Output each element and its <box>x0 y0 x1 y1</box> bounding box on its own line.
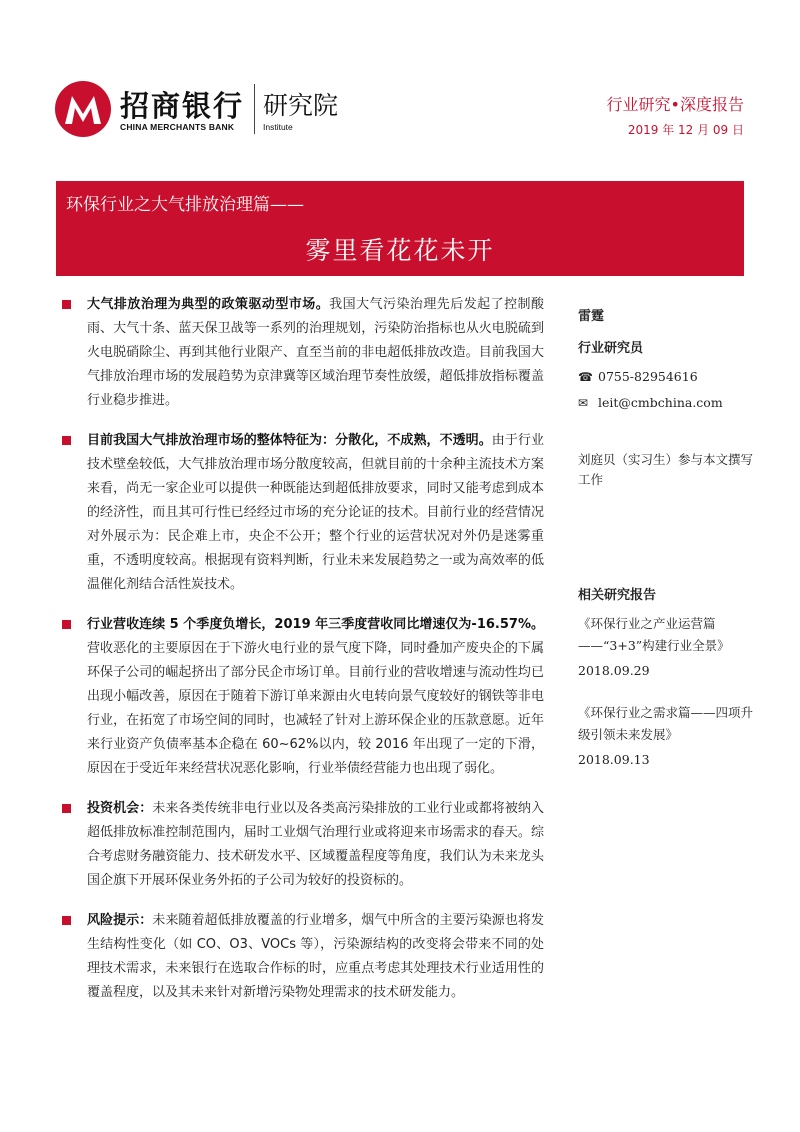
summary-paragraph <box>62 293 544 413</box>
paragraph-lead: 投资机会： <box>87 801 153 816</box>
related-reports-title: 相关研究报告 <box>578 588 657 603</box>
cmb-logo-icon <box>54 80 112 138</box>
institute-name-cn: 研究院 <box>263 91 339 120</box>
related-report-title: 《环保行业之需求篇——四项升级引领未来发展》 <box>578 705 754 742</box>
summary-paragraph <box>62 613 544 781</box>
sidebar <box>578 305 758 791</box>
logo-divider <box>254 84 255 134</box>
report-type: 行业研究•深度报告 <box>606 95 744 114</box>
page-header <box>0 0 800 170</box>
paragraph-lead: 大气排放治理为典型的政策驱动型市场。 <box>87 297 330 312</box>
paragraph-body: 营收恶化的主要原因在于下游火电行业的景气度下降，同时叠加产废央企的下属环保子公司的崛起挤出了部分民企市场订单。目前行业的营收增速与流动性均已出现小幅改善，原因在于随着下游订单来源由火电转向景气度较好的钢铁等非电行业，在拓宽了市场空间的同时，也减轻了针对上游环保企业的压款意愿。近年来行业资产负债率基本企稳在 60~62%以内，较 2016 年出现了一定的下滑，原因在于受近年来经营状况恶化影响，行业举债经营能力也出现了弱化。 <box>87 641 544 776</box>
paragraph-lead: 目前我国大气排放治理市场的整体特征为：分散化，不成熟，不透明。 <box>87 433 492 448</box>
related-report-title: 《环保行业之产业运营篇——“3+3”构建行业全景》 <box>578 616 730 653</box>
paragraph-body: 我国大气污染治理先后发起了控制酸雨、大气十条、蓝天保卫战等一系列的治理规划，污染防治指标也从火电脱硫到火电脱硝除尘、再到其他行业限产、直至当前的非电超低排放改造。目前我国大气排放治理市场的发展趋势为京津冀等区域治理节奏性放缓，超低排放指标覆盖行业稳步推进。 <box>87 297 544 408</box>
author-role: 行业研究员 <box>578 341 644 356</box>
report-title: 雾里看花花未开 <box>305 236 495 265</box>
related-report-date: 2018.09.13 <box>578 752 650 767</box>
paragraph-body: 未来随着超低排放覆盖的行业增多，烟气中所含的主要污染源也将发生结构性变化（如 CO、O3、VOCs 等），污染源结构的改变将会带来不同的处理技术需求，未来银行在选取合作标的时，应重点考虑其处理技术行业适用性的覆盖程度，以及其未来针对新增污染物处理需求的技术研发能力。 <box>87 913 544 1000</box>
summary-paragraph <box>62 797 544 893</box>
paragraph-lead: 风险提示： <box>87 913 153 928</box>
email-contact <box>578 395 758 410</box>
bullet-square-icon <box>62 436 71 445</box>
contributor-note: 刘庭贝（实习生）参与本文撰写工作 <box>578 452 754 487</box>
summary-paragraph <box>62 429 544 597</box>
paragraph-body: 由于行业技术壁垒较低，大气排放治理市场分散度较高，但就目前的十余种主流技术方案来看，尚无一家企业可以提供一种既能达到超低排放要求，同时又能考虑到成本的经济性，而且其可行性已经经过市场的充分论证的技术。目前行业的经营情况对外展示为：民企难上市，央企不公开；整个行业的运营状况对外仍是迷雾重重，不透明度较高。根据现有资料判断，行业未来发展趋势之一或为高效率的低温催化剂结合活性炭技术。 <box>87 433 544 592</box>
paragraph-body: 未来各类传统非电行业以及各类高污染排放的工业行业或都将被纳入超低排放标准控制范围内，届时工业烟气治理行业或将迎来市场需求的春天。综合考虑财务融资能力、技术研发水平、区域覆盖程度等角度，我们认为未来龙头国企旗下开展环保业务外拓的子公司为较好的投资标的。 <box>87 801 544 888</box>
logo-text-en: CHINA MERCHANTS BANK <box>120 122 235 132</box>
report-subtitle: 环保行业之大气排放治理篇—— <box>66 195 304 215</box>
bullet-square-icon <box>62 804 71 813</box>
report-date: 2019 年 12 月 09 日 <box>627 123 744 137</box>
summary-paragraph <box>62 909 544 1005</box>
phone-number: 0755-82954616 <box>598 369 698 384</box>
mail-icon: ✉ <box>578 395 589 410</box>
bullet-square-icon <box>62 916 71 925</box>
email-address[interactable]: leit@cmbchina.com <box>598 395 723 410</box>
phone-contact <box>578 369 758 384</box>
logo-text-cn: 招商银行 <box>120 89 245 123</box>
bullet-square-icon <box>62 300 71 309</box>
summary-column <box>62 293 544 1021</box>
paragraph-lead: 行业营收连续 5 个季度负增长，2019 年三季度营收同比增速仅为-16.57%。 <box>87 617 544 632</box>
institute-name-en: Institute <box>263 122 293 132</box>
phone-icon: ☎ <box>578 369 593 384</box>
title-banner <box>56 181 744 276</box>
related-report-date: 2018.09.29 <box>578 663 650 678</box>
author-name: 雷霆 <box>578 309 605 324</box>
bullet-square-icon <box>62 620 71 629</box>
